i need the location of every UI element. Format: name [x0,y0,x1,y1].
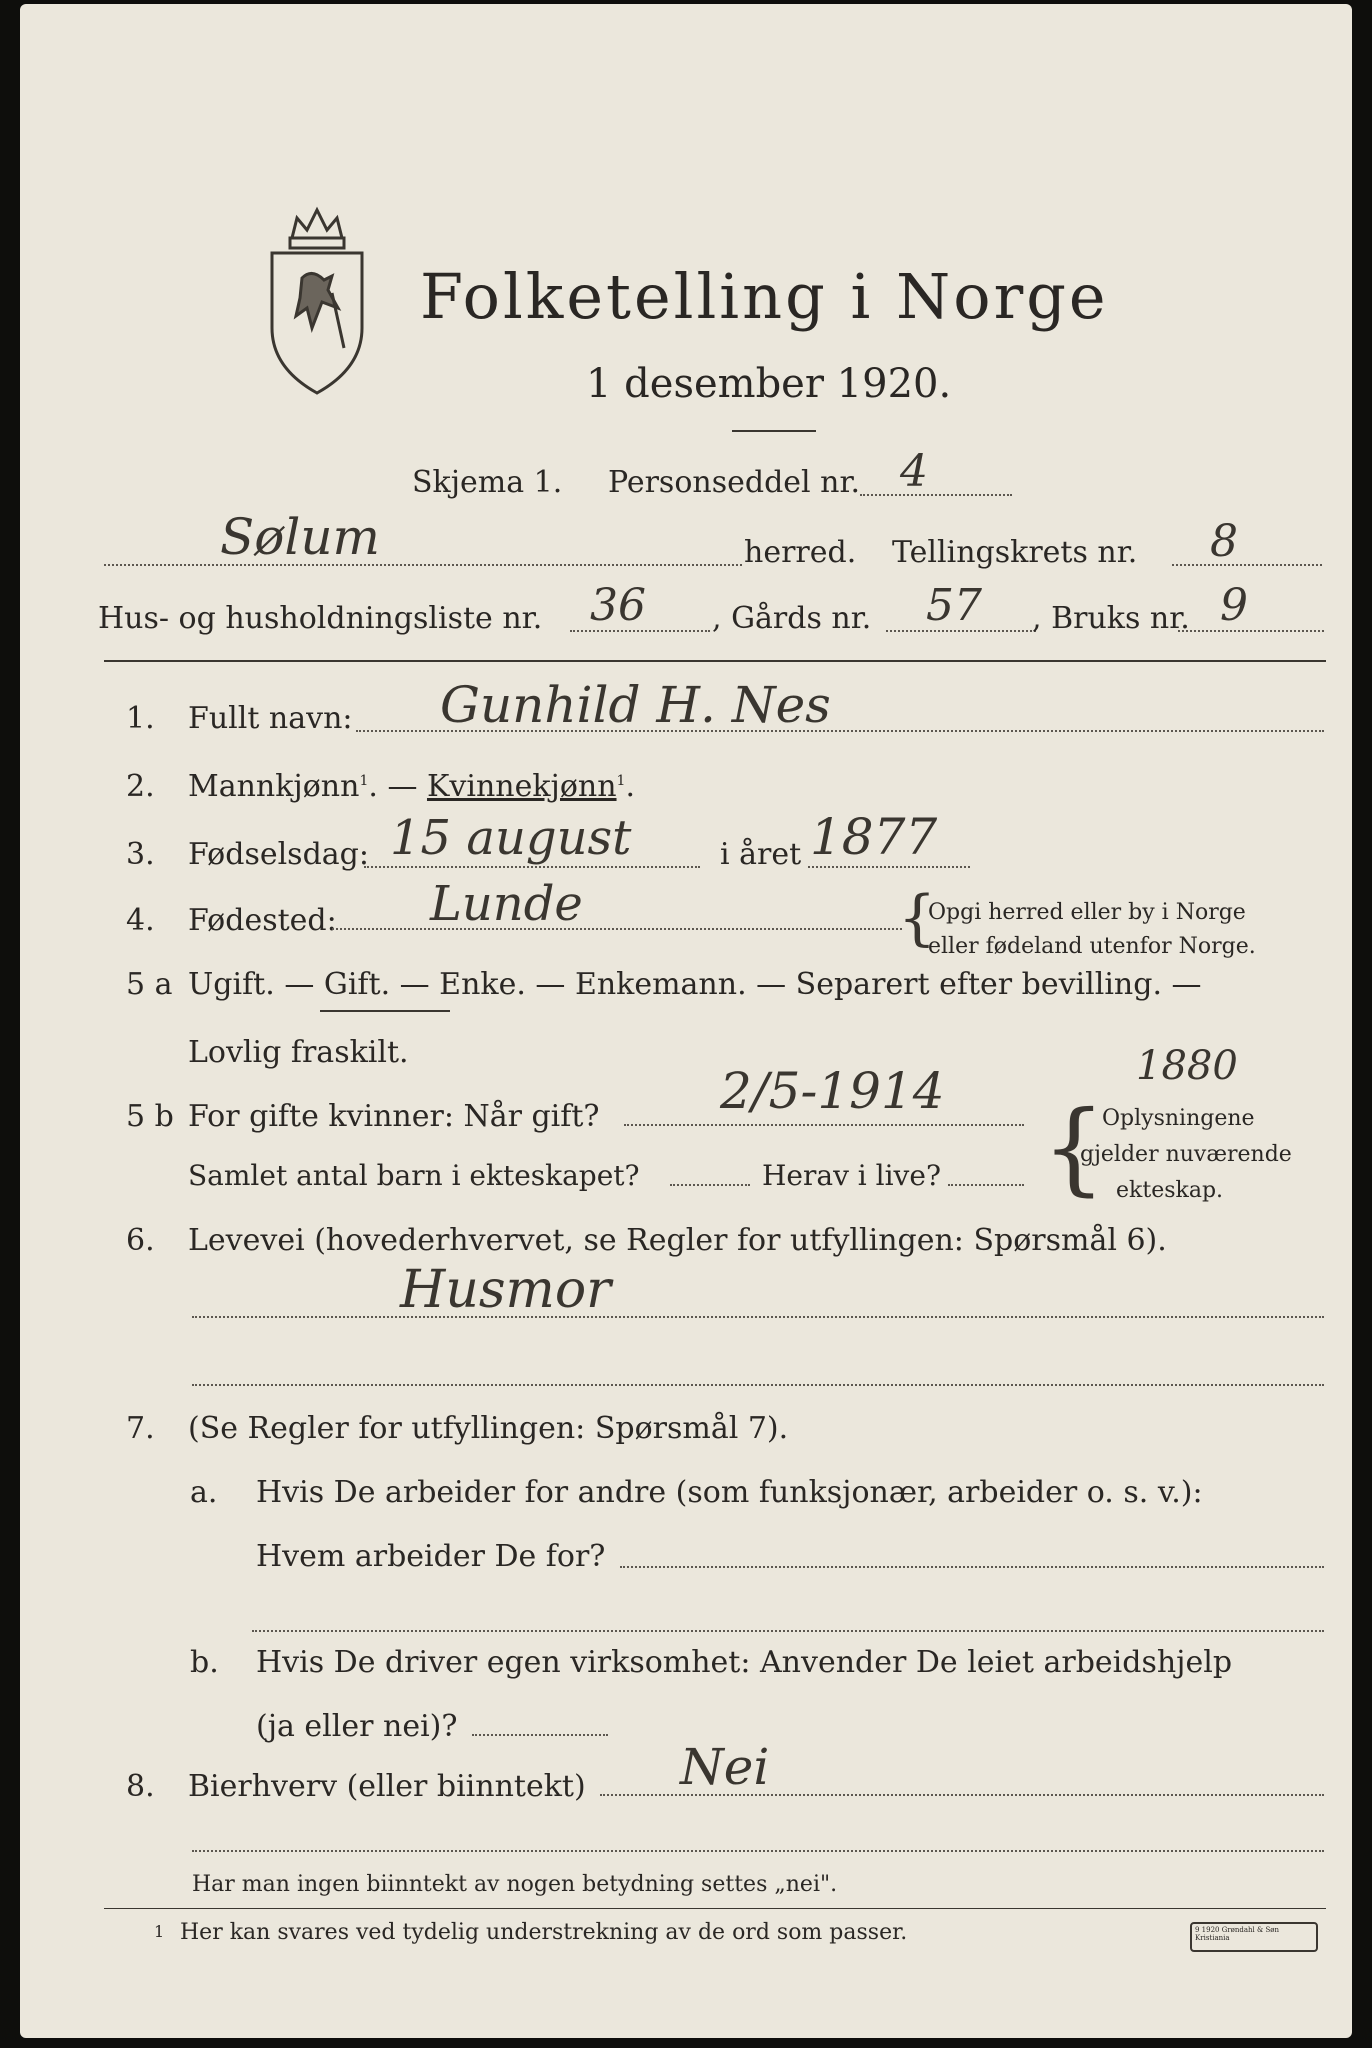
footer-divider [104,1908,1326,1909]
q3-value[interactable]: 15 august [390,810,632,866]
q5b-value[interactable]: 2/5-1914 [720,1062,945,1120]
personseddel-label: Personseddel nr. [608,465,861,500]
bruks-value[interactable]: 9 [1220,580,1248,631]
q7a-number: a. [190,1475,218,1510]
q7a-text: Hvis De arbeider for andre (som funksjonær, arbeider o. s. v.): [256,1475,1203,1510]
printer-stamp: 9 1920 Grøndahl & Søn Kristiania [1190,1922,1318,1952]
q3-label: Fødselsdag: [188,837,369,872]
q2-options: Mannkjønn$^1$. — Kvinnekjønn$^1$. [188,769,635,804]
q4-line [332,928,902,930]
q3-year-label: i året [720,837,802,872]
q1-value[interactable]: Gunhild H. Nes [440,676,831,734]
q7b-text-2: (ja eller nei)? [256,1709,458,1744]
q2-option-male[interactable]: Mannkjønn [188,769,360,804]
q6-value[interactable]: Husmor [400,1260,611,1320]
bruks-label: , Bruks nr. [1032,601,1190,636]
title-rule [732,430,816,432]
q1-number: 1. [126,701,155,736]
personseddel-line [860,494,1012,496]
q2-option-female[interactable]: Kvinnekjønn [426,769,617,804]
q7a-text-2: Hvem arbeider De for? [256,1539,606,1574]
q6-line-2 [192,1384,1324,1386]
footnote-text: Her kan svares ved tydelig understrekning av de ord som passer. [180,1920,908,1945]
q4-note-1: Opgi herred eller by i Norge [928,900,1246,925]
q3-year-value[interactable]: 1877 [810,808,938,866]
q5b-children-line [670,1184,750,1186]
q6-label: Levevei (hovederhvervet, se Regler for utfyllingen: Spørsmål 6). [188,1223,1167,1258]
q5b-number: 5 b [126,1099,174,1134]
q5b-alive-label: Herav i live? [762,1159,941,1192]
header-divider [104,660,1326,662]
q3-year-line [808,866,970,868]
q6-number: 6. [126,1223,155,1258]
q3-number: 3. [126,837,155,872]
herred-line [104,564,742,566]
footnote-mark: 1 [154,1922,165,1941]
q5b-label: For gifte kvinner: Når gift? [188,1099,600,1134]
q8-line-2 [192,1850,1324,1852]
q7b-line[interactable] [472,1734,608,1736]
q6-line-1 [192,1316,1324,1318]
q5b-line [624,1124,1024,1126]
q5b-extra-year: 1880 [1136,1043,1238,1089]
q5b-children-label: Samlet antal barn i ekteskapet? [188,1159,640,1192]
herred-label: herred. [744,535,857,570]
footer-note: Har man ingen biinntekt av nogen betydning settes „nei". [192,1872,838,1897]
tellingskrets-value[interactable]: 8 [1210,516,1238,567]
norwegian-coat-of-arms-icon [252,198,382,398]
tellingskrets-label: Tellingskrets nr. [892,535,1138,570]
hus-value[interactable]: 36 [590,580,646,631]
q4-label: Fødested: [188,903,337,938]
q7b-text: Hvis De driver egen virksomhet: Anvender De leiet arbeidshjelp [256,1645,1233,1680]
q8-value[interactable]: Nei [680,1738,770,1796]
q5a-gift-underline [320,1010,450,1012]
personseddel-value[interactable]: 4 [900,446,928,497]
q5b-note-2: gjelder nuværende [1080,1142,1292,1167]
q5a-options: Ugift. — Gift. — Enke. — Enkemann. — Separert efter bevilling. — [188,967,1202,1002]
q8-number: 8. [126,1769,155,1804]
q4-brace: { [898,883,937,953]
q2-number: 2. [126,769,155,804]
q5b-note-3: ekteskap. [1116,1178,1224,1203]
hus-label: Hus- og husholdningsliste nr. [98,601,543,636]
q3-line [364,866,700,868]
q4-note-2: eller fødeland utenfor Norge. [928,934,1256,959]
q5a-options-2: Lovlig fraskilt. [188,1035,409,1070]
q7-number: 7. [126,1411,155,1446]
q5b-note-1: Oplysningene [1102,1106,1255,1131]
q4-number: 4. [126,903,155,938]
q4-value[interactable]: Lunde [430,876,583,932]
q5a-number: 5 a [126,967,173,1002]
census-date: 1 desember 1920. [586,361,952,407]
gards-value[interactable]: 57 [926,580,982,631]
page-title: Folketelling i Norge [420,260,1109,333]
q5b-brace: { [1042,1089,1106,1206]
bruks-line [1178,630,1324,632]
q1-label: Fullt navn: [188,701,353,736]
q7a-line-1[interactable] [620,1566,1324,1568]
q8-label: Bierhverv (eller biinntekt) [188,1769,586,1804]
tellingskrets-line [1172,564,1322,566]
q7b-number: b. [190,1645,219,1680]
gards-label: , Gårds nr. [712,601,872,636]
q7-label: (Se Regler for utfyllingen: Spørsmål 7). [188,1411,789,1446]
skjema-label: Skjema 1. [412,465,563,500]
q5b-alive-line [948,1184,1024,1186]
q7a-line-2[interactable] [252,1630,1324,1632]
herred-value[interactable]: Sølum [220,508,380,566]
census-form-sheet [20,4,1352,2038]
